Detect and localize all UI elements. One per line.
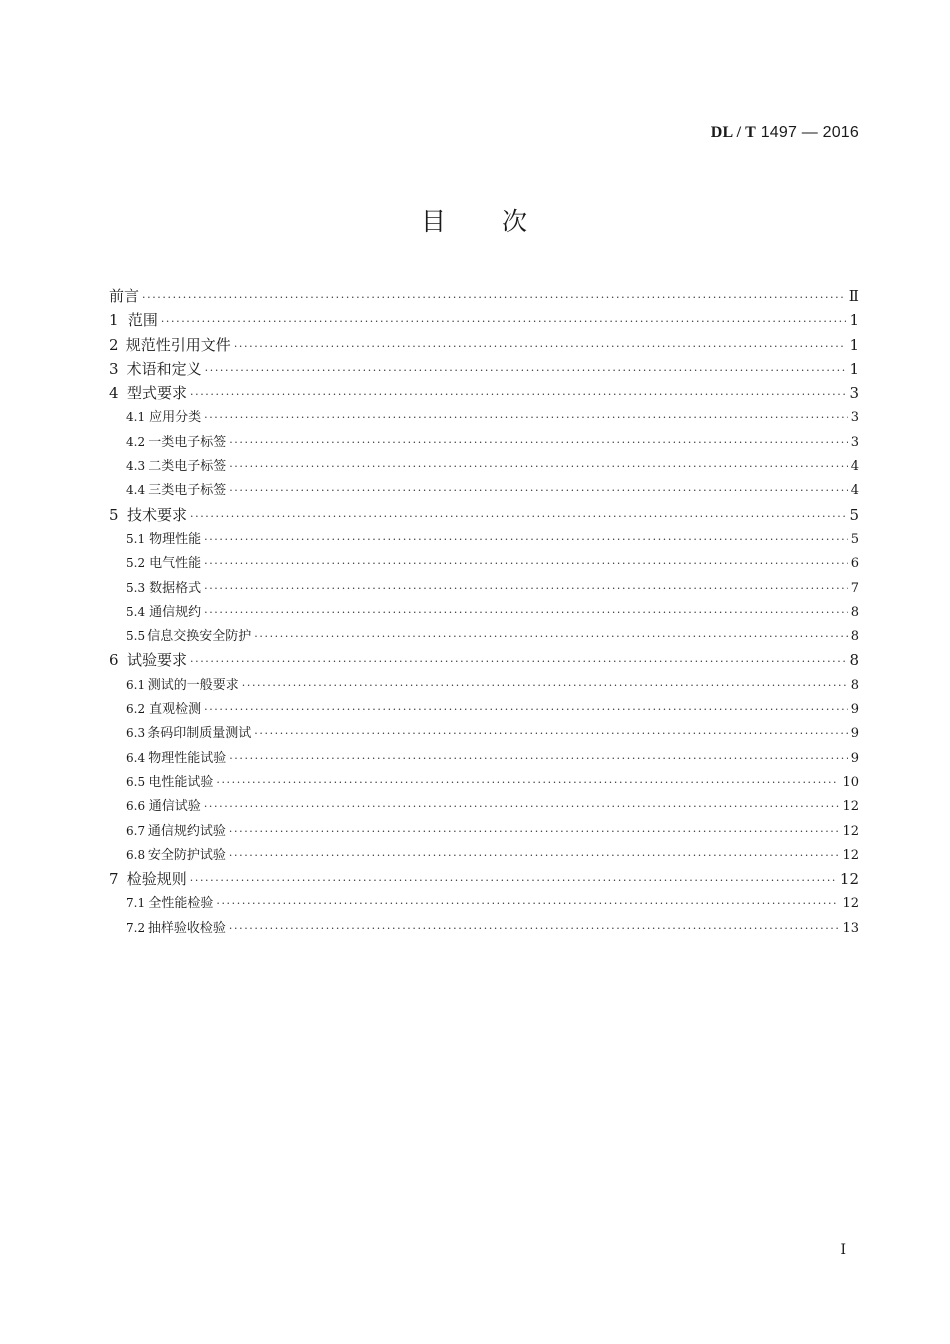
toc-entry[interactable] bbox=[109, 843, 859, 867]
dot-leader bbox=[229, 747, 848, 770]
toc-entry-number: 4.4 bbox=[126, 483, 146, 498]
toc-entry-title: 检验规则 bbox=[126, 870, 187, 889]
dot-leader bbox=[190, 650, 846, 672]
toc-entry-title: 电气性能 bbox=[149, 556, 202, 572]
dot-leader bbox=[229, 844, 840, 867]
toc-entry-title: 安全防护试验 bbox=[147, 847, 226, 863]
toc-entry[interactable] bbox=[109, 503, 859, 527]
toc-entry-page: 10 bbox=[842, 774, 859, 790]
toc-entry-title: 前言 bbox=[109, 287, 140, 305]
dot-leader bbox=[229, 455, 848, 478]
toc-entry-number: 6.4 bbox=[126, 750, 146, 765]
toc-entry-title: 信息交换安全防护 bbox=[147, 629, 252, 645]
toc-entry-page: 1 bbox=[849, 359, 859, 378]
toc-entry[interactable] bbox=[109, 867, 859, 891]
toc-entry-title: 通信规约试验 bbox=[147, 823, 226, 839]
page-title bbox=[0, 202, 950, 238]
dot-leader bbox=[204, 528, 848, 551]
toc-entry-page: 12 bbox=[842, 823, 859, 839]
toc-entry-title: 范围 bbox=[127, 311, 158, 330]
toc-entry-page: 3 bbox=[849, 384, 859, 403]
toc-entry[interactable] bbox=[109, 381, 859, 405]
toc-entry-number: 4.1 bbox=[126, 410, 146, 425]
toc-entry[interactable] bbox=[109, 746, 859, 770]
toc-entry-number: 6.2 bbox=[126, 702, 146, 717]
toc-entry-title: 通信试验 bbox=[148, 799, 201, 815]
toc-entry-page: 12 bbox=[842, 799, 859, 815]
toc-entry-page: 9 bbox=[850, 726, 859, 742]
toc-entry-page: 12 bbox=[842, 847, 859, 863]
dot-leader bbox=[142, 286, 846, 308]
toc-entry-page: 8 bbox=[850, 677, 859, 693]
dot-leader bbox=[204, 698, 848, 721]
toc-entry[interactable] bbox=[109, 794, 859, 818]
dot-leader bbox=[242, 674, 848, 697]
toc-entry-title: 抽样验收检验 bbox=[147, 920, 226, 936]
toc-entry[interactable] bbox=[109, 576, 859, 600]
dot-leader bbox=[204, 552, 848, 575]
toc-entry-page: 1 bbox=[849, 335, 859, 354]
toc-entry-number: 6.6 bbox=[126, 799, 146, 814]
toc-entry[interactable] bbox=[109, 916, 859, 940]
toc-entry-page: 8 bbox=[850, 604, 859, 620]
dot-leader bbox=[254, 625, 847, 648]
toc-entry-title: 二类电子标签 bbox=[148, 459, 227, 475]
toc-entry-page: 3 bbox=[850, 410, 859, 426]
toc-entry-number: 7.1 bbox=[126, 896, 146, 911]
toc-entry-number: 5.5 bbox=[126, 629, 146, 644]
toc-entry-number: 7.2 bbox=[126, 920, 146, 935]
toc-entry[interactable] bbox=[109, 624, 859, 648]
toc-entry-number: 5.2 bbox=[126, 556, 146, 571]
dot-leader bbox=[204, 577, 848, 600]
toc-entry-title: 三类电子标签 bbox=[148, 483, 227, 499]
toc-entry-title: 技术要求 bbox=[127, 505, 188, 524]
title-char-1: 目 bbox=[420, 207, 448, 236]
toc-entry-page: 9 bbox=[850, 750, 859, 766]
standard-number: 1497 — 2016 bbox=[756, 124, 859, 141]
toc-entry-title: 规范性引用文件 bbox=[125, 335, 231, 354]
toc-entry-number: 4.3 bbox=[126, 459, 146, 474]
toc-entry-page: 8 bbox=[850, 629, 859, 645]
toc-entry-page: 12 bbox=[842, 896, 859, 912]
toc-entry-title: 全性能检验 bbox=[148, 896, 214, 912]
toc-entry-title: 术语和定义 bbox=[126, 359, 202, 378]
dot-leader bbox=[204, 601, 848, 624]
toc-entry[interactable] bbox=[109, 527, 859, 551]
toc-entry-title: 通信规约 bbox=[149, 604, 202, 620]
dot-leader bbox=[204, 406, 848, 429]
toc-entry-page: 5 bbox=[849, 505, 859, 524]
toc-entry-number: 3 bbox=[109, 359, 119, 378]
toc-entry-page: 5 bbox=[850, 531, 859, 547]
toc-entry[interactable] bbox=[109, 430, 859, 454]
toc-entry-number: 6.3 bbox=[126, 726, 146, 741]
toc-entry-page: 12 bbox=[839, 870, 859, 889]
dot-leader bbox=[254, 722, 847, 745]
toc-entry[interactable] bbox=[109, 333, 859, 357]
toc-entry-page: 4 bbox=[850, 483, 859, 499]
standard-code bbox=[711, 124, 859, 142]
toc-entry-page: 7 bbox=[850, 580, 859, 596]
toc-entry-number: 5.4 bbox=[126, 604, 146, 619]
toc-entry[interactable] bbox=[109, 891, 859, 915]
dot-leader bbox=[190, 383, 846, 405]
dot-leader bbox=[229, 820, 840, 843]
toc-entry-number: 5 bbox=[109, 505, 119, 524]
toc-entry[interactable] bbox=[109, 308, 859, 332]
toc-entry-number: 7 bbox=[109, 870, 119, 889]
dot-leader bbox=[216, 771, 839, 794]
toc-entry[interactable] bbox=[109, 357, 859, 381]
toc-entry[interactable] bbox=[109, 478, 859, 502]
toc-entry[interactable] bbox=[109, 648, 859, 672]
toc-entry-number: 4.2 bbox=[126, 434, 146, 449]
dot-leader bbox=[234, 335, 847, 357]
toc-entry[interactable] bbox=[109, 405, 859, 429]
toc-entry-number: 5.3 bbox=[126, 580, 146, 595]
table-of-contents bbox=[109, 284, 859, 940]
toc-entry[interactable] bbox=[109, 284, 859, 308]
dot-leader bbox=[205, 359, 847, 381]
toc-entry[interactable] bbox=[109, 454, 859, 478]
toc-entry-title: 型式要求 bbox=[127, 384, 188, 403]
toc-entry-number: 1 bbox=[109, 311, 119, 330]
toc-entry-title: 物理性能试验 bbox=[148, 750, 227, 766]
dot-leader bbox=[190, 505, 846, 527]
toc-entry-title: 数据格式 bbox=[149, 580, 202, 596]
toc-entry-title: 测试的一般要求 bbox=[147, 677, 239, 693]
toc-entry-page: 3 bbox=[850, 434, 859, 450]
toc-entry-page: 9 bbox=[850, 702, 859, 718]
standard-prefix: DL / T bbox=[710, 124, 757, 141]
toc-entry-title: 条码印制质量测试 bbox=[147, 726, 252, 742]
toc-entry-title: 应用分类 bbox=[149, 410, 202, 426]
toc-entry[interactable] bbox=[109, 819, 859, 843]
toc-entry-title: 物理性能 bbox=[149, 531, 202, 547]
dot-leader bbox=[229, 917, 840, 940]
toc-entry-page: 8 bbox=[849, 651, 859, 670]
page-number: I bbox=[840, 1242, 846, 1258]
dot-leader bbox=[229, 479, 848, 502]
toc-entry[interactable] bbox=[109, 551, 859, 575]
toc-entry-number: 6.7 bbox=[126, 823, 146, 838]
dot-leader bbox=[229, 431, 848, 454]
toc-entry-number: 2 bbox=[109, 335, 119, 354]
toc-entry-page: Ⅱ bbox=[848, 287, 859, 305]
toc-entry-number: 5.1 bbox=[126, 531, 146, 546]
toc-entry-number: 6 bbox=[109, 651, 119, 670]
dot-leader bbox=[204, 795, 840, 818]
toc-entry-number: 4 bbox=[109, 384, 119, 403]
toc-entry-number: 6.5 bbox=[126, 774, 146, 789]
toc-entry-page: 6 bbox=[850, 556, 859, 572]
toc-entry[interactable] bbox=[109, 697, 859, 721]
dot-leader bbox=[161, 310, 847, 332]
toc-entry-title: 试验要求 bbox=[127, 651, 188, 670]
toc-entry-number: 6.8 bbox=[126, 847, 146, 862]
toc-entry-page: 4 bbox=[850, 459, 859, 475]
dot-leader bbox=[190, 869, 837, 891]
toc-entry-page: 1 bbox=[849, 311, 859, 330]
toc-entry-page: 13 bbox=[842, 920, 859, 936]
toc-entry-title: 电性能试验 bbox=[148, 774, 214, 790]
toc-entry-number: 6.1 bbox=[126, 677, 146, 692]
toc-entry[interactable] bbox=[109, 600, 859, 624]
title-char-2: 次 bbox=[502, 207, 530, 236]
toc-entry-title: 一类电子标签 bbox=[148, 434, 227, 450]
toc-entry[interactable] bbox=[109, 721, 859, 745]
toc-entry[interactable] bbox=[109, 673, 859, 697]
dot-leader bbox=[216, 892, 839, 915]
toc-entry-title: 直观检测 bbox=[149, 702, 202, 718]
toc-entry[interactable] bbox=[109, 770, 859, 794]
